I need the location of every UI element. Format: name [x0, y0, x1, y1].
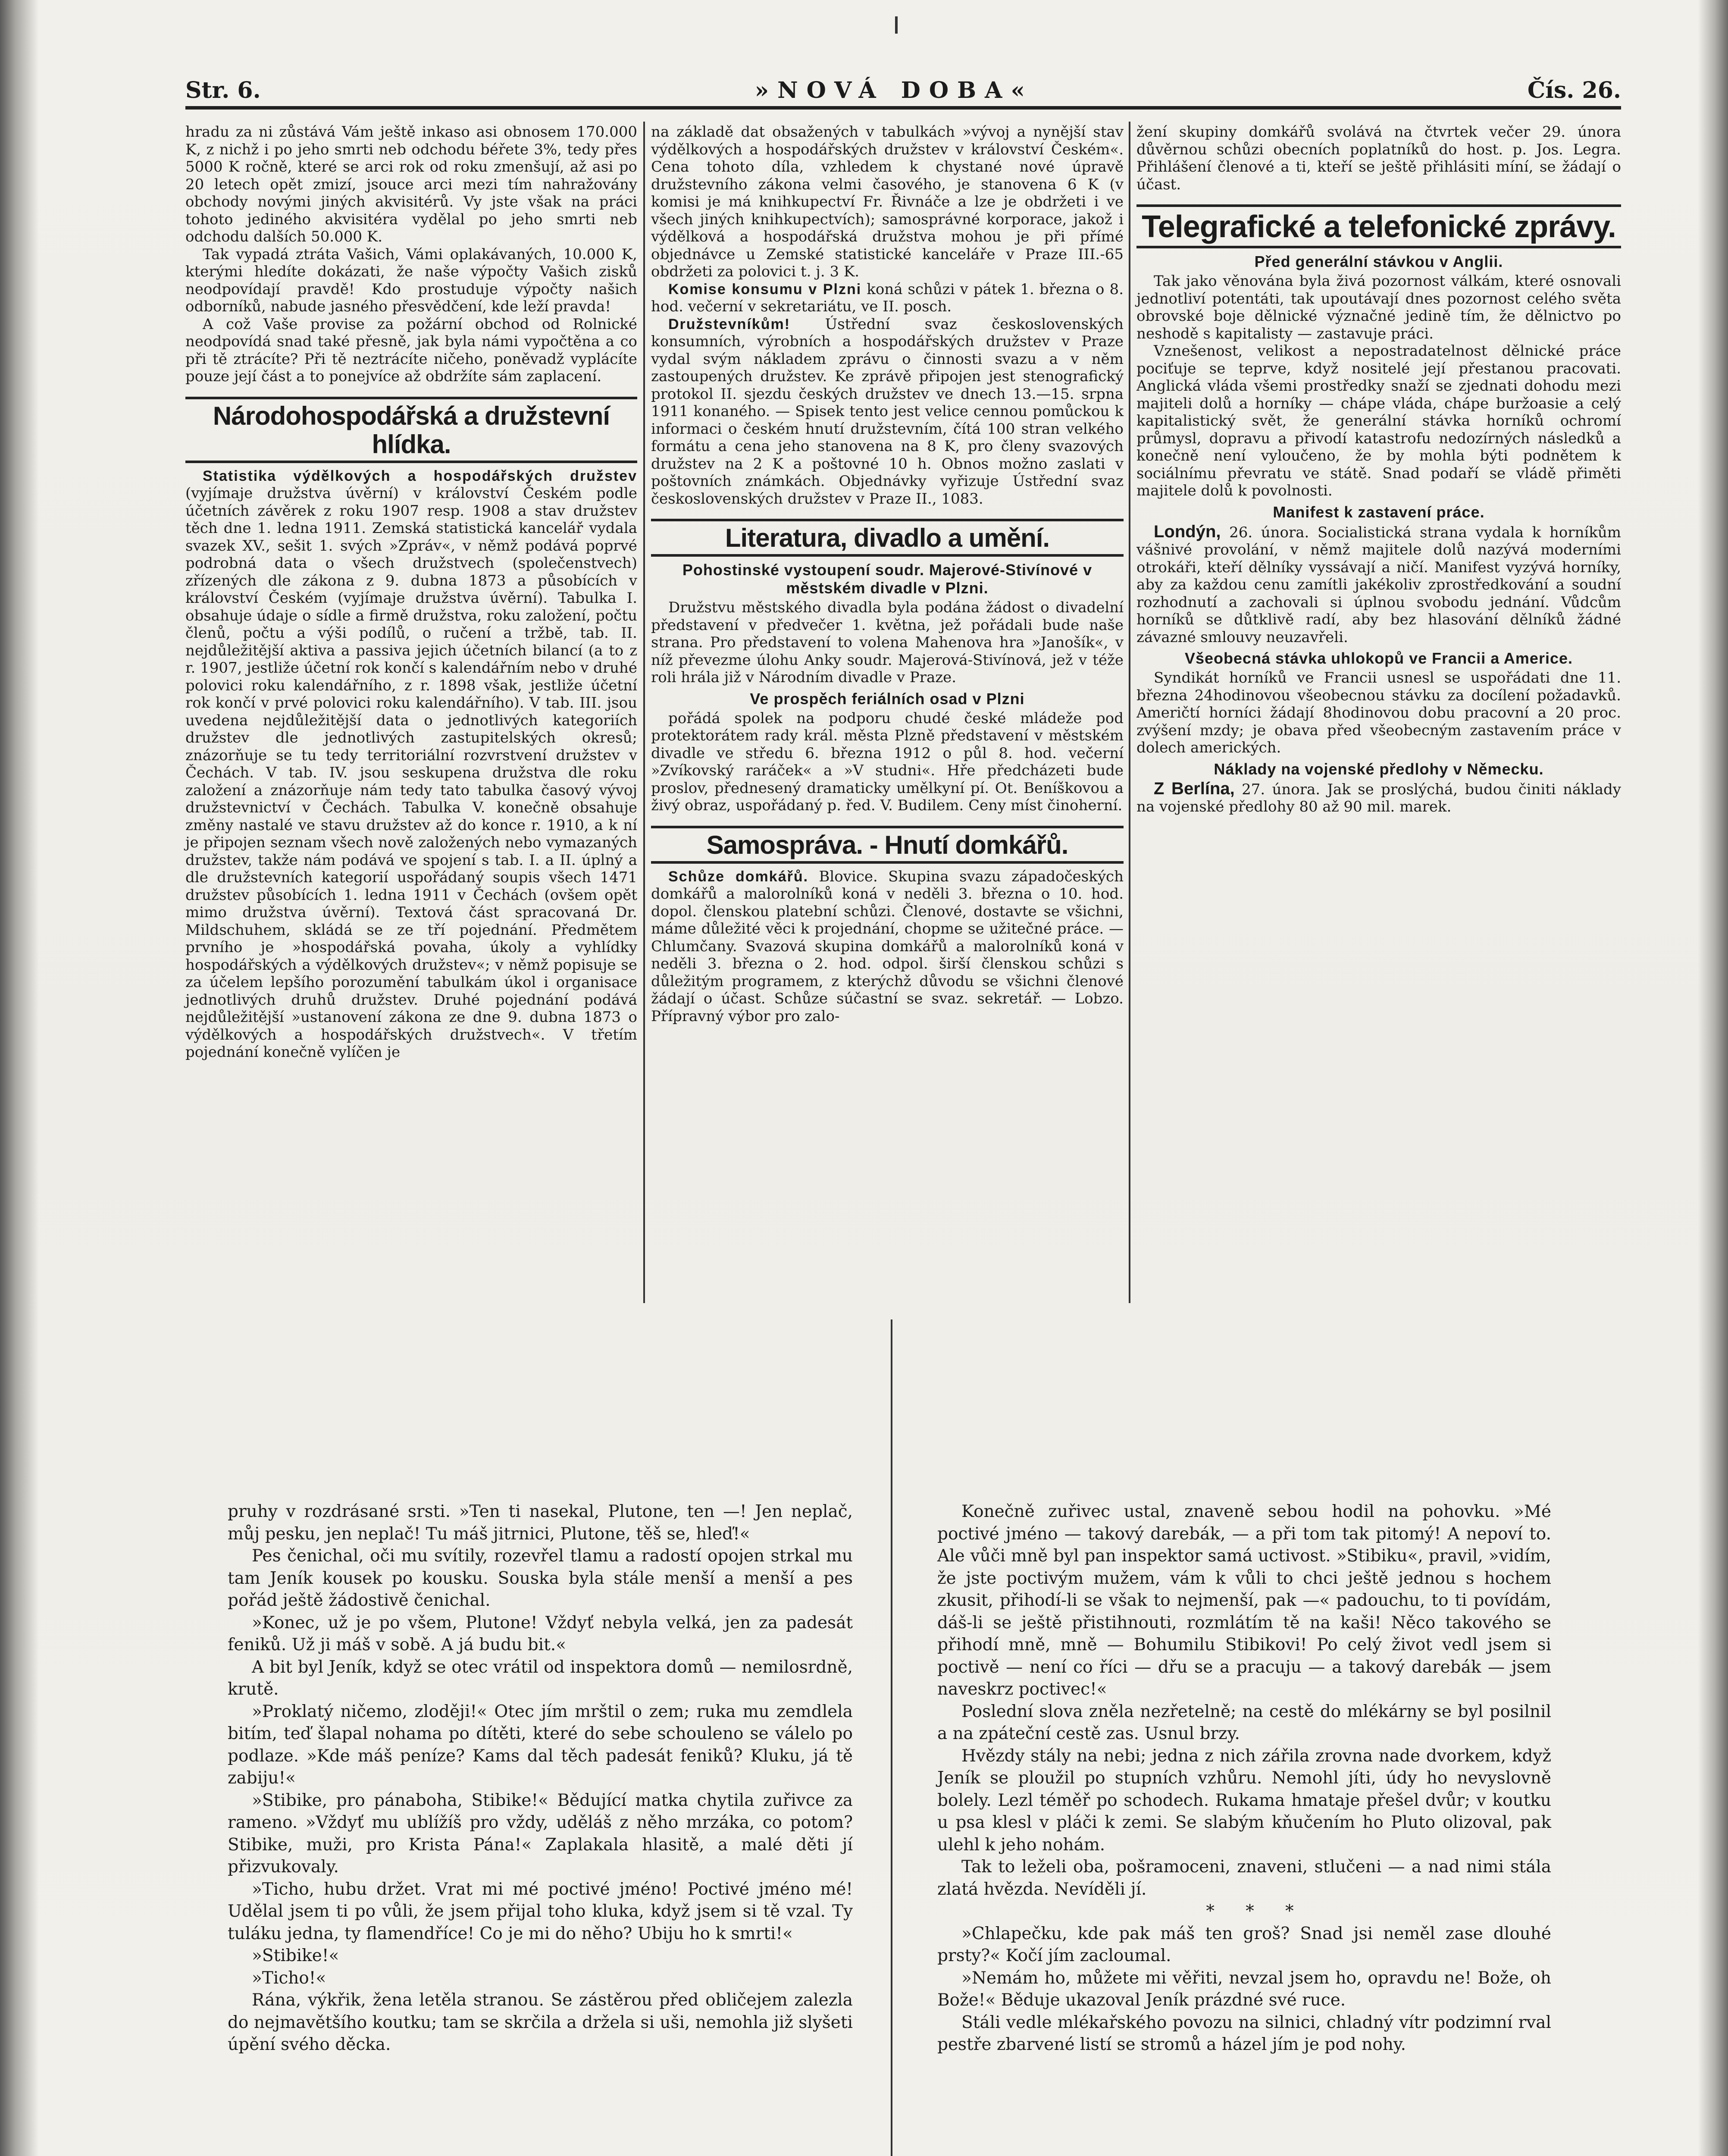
scan-shadow-left — [0, 0, 39, 2156]
article-lead-statistics: Statistika výdělkových a hospodářských družstev — [203, 467, 637, 484]
story-paragraph: »Chlapečku, kde pak máš ten groš? Snad jsi neměl zase dlouhé prsty?« Kočí jím zacloumal. — [937, 1924, 1551, 1965]
story-paragraph: »Ticho!« — [252, 1968, 326, 1988]
story-paragraph: »Nemám ho, můžete mi věřiti, nevzal jsem ho, opravdu ne! Bože, oh Bože!« Běduje ukazoval Jeník prázdné své ruce. — [937, 1968, 1551, 2010]
column-rule-2 — [1129, 122, 1130, 1303]
story-paragraph: »Stibike, pro pánaboha, Stibike!« Bědující matka chytila zuřivce za rameno. »Vždyť mu ublížíš pro vždy, uděláš z něho mrzáka, co potom? Stibike, muži, pro Krista Pána!« Zaplakala hlasitě, a malé děti jí přizvukovaly. — [228, 1790, 853, 1877]
notice-body: Ústřední svaz československých konsumních, výrobních a hospodářských družstev v Praze vydal svým nákladem zprávu o činnosti svazu a v něm zastoupených družstev. Ke zprávě připojen jest stenografický protokol II. sjezdu českých družstev ve dnech 13.—15. srpna 1911 konaného. — Spisek tento jest velice cennou pomůckou k informaci o českém hnutí družstevním, čítá 100 stran velkého formátu a cena jeho stanovena na 8 K, pro členy svazových družstev na 2 K a poštovné 10 h. Obnos možno zaslati v poštovních známkách. Objednávky vyřizuje Ústřední svaz československých družstev v Praze II., 1083. — [651, 315, 1124, 508]
col1-paragraph: Tak vypadá ztráta Vašich, Vámi oplakávaných, 10.000 K, kterými hledíte dokázati, že naše výpočty Vašich zisků neodpovídají pravdě! Kdo prostuduje výpočty našich odborníků, nabude jasného přesvědčení, kde leží pravda! — [185, 245, 637, 315]
notice-lead-konsum: Komise konsumu v Plzni — [668, 281, 862, 298]
notice-body: Blovice. Skupina svazu západočeských domkářů a malorolníků koná v neděli 3. března o 10. hod. dopol. členskou platební schůzi. Členové, dostavte se všichni, máme důležité věci k projednání, chopme se užitečné práce. — Chlumčany. Svazová skupina domkářů a malorolníků koná v neděli 3. března o 2. hod. odpol. širší členskou schůzi s důležitým programem, z kterýchž důvodu se všichni členové žádají o účast. Schůze súčastní se svaz. sekretář. — Lobzo. Přípravný výbor pro zalo- — [651, 868, 1124, 1025]
section-heading-samosprava: Samospráva. - Hnutí domkářů. — [651, 826, 1124, 864]
story-column-rule — [891, 1319, 892, 2156]
story-paragraph: »Ticho, hubu držet. Vrat mi mé poctivé jméno! Poctivé jméno mé! Udělal jsem ti po vůli, že jsem přijal toho kluka, když jsem si tě vzal. Ty tuláku jedna, ty flamendříce! Co je mi do něho? Ubiju ho k smrti!« — [228, 1879, 853, 1943]
section-heading-economy: Národohospodářská a družstevní hlídka. — [185, 397, 637, 463]
article-title-francie: Všeobecná stávka uhlokopů ve Francii a Americe. — [1184, 649, 1573, 667]
story-paragraph: Pes čenichal, oči mu svítily, rozevřel tlamu a radostí opojen strkal mu tam Jeník kousek po kousku. Souska byla stále menší a menší a pes pořád ještě žádostivě čenichal. — [228, 1546, 853, 1610]
story-left-column — [228, 1501, 853, 2056]
article-title-ferialni: Ve prospěch feriálních osad v Plzni — [750, 689, 1025, 708]
story-paragraph: Rána, výkřik, žena letěla stranou. Se zástěrou před obličejem zalezla do nejmavětšího koutku; tam se skrčila a držela si uši, nemohla již slyšeti úpění svého děcka. — [228, 1990, 853, 2054]
story-paragraph: »Konec, už je po všem, Plutone! Vždyť nebyla velká, jen za padesát feniků. Už ji máš v sobě. A já budu bit.« — [228, 1613, 853, 1655]
col1-paragraph: hradu za ni zůstává Vám ještě inkaso asi obnosem 170.000 K, z nichž i po jeho smrti neb odchodu béřete 3%, tedy přes 5000 K ročně, které se arci rok od roku zmenšují, až asi po 20 letech opět zmizí, jsouce arci mezi tím nahražovány obchody novými jiných akvisitérů. Vy jste však na práci tohoto jediného akvisitéra vydělal po jeho smrti neb odchodu dalších 50.000 K. — [185, 123, 637, 245]
story-paragraph: »Stibike!« — [252, 1946, 339, 1965]
crease-mark — [895, 16, 898, 34]
scan-shadow-right — [1698, 0, 1728, 2156]
story-paragraph: Hvězdy stály na nebi; jedna z nich zářila zrovna nade dvorkem, když Jeník se ploužil po stupních vzhůru. Nemohl jíti, údy ho nevyslovně bolely. Lezl téměř po schodech. Rukama hmataje přešel dvůr; v koutku u psa klesl v pláči k zemi. Se slabým kňučením ho Pluto olizoval, pak ulehl k jeho nohám. — [937, 1746, 1551, 1855]
section-separator: * * * — [1206, 1902, 1307, 1921]
page-header — [185, 65, 1621, 110]
story-paragraph: Tak to leželi oba, pošramoceni, znaveni, stlučeni — a nad nimi stála zlatá hvězda. Nevíděli jí. — [937, 1857, 1551, 1899]
page-number-label: Str. 6. — [185, 77, 261, 103]
article-body: Syndikát horníků ve Francii usnesl se uspořádati dne 11. března 24hodinovou všeobecnou stávku za docílení požadavků. Američtí horníci žádají 8hodinovou dobu pracovní a 20 proc. zvýšení mzdy; je obava před všeobecným zastavením práce v dolech amerických. — [1136, 669, 1621, 756]
article-body: (vyjímaje družstva úvěrní) v království Českém podle účetních závěrek z roku 1907 resp. 1908 a stav družstev těch dne 1. ledna 1911. Zemská statistická kancelář vydala svazek XV., sešit 1. svých »Zpráv«, v němž podává poprvé podrobná data o všech družstvech (společenstvech) zřízených dle zákona z 9. dubna 1873 a působících v království Českém (vyjímaje družstva úvěrní). Tabulka I. obsahuje údaje o sídle a firmě družstva, roku založení, počtu členů, počtu a výši podílů, o ručení a tržbě, tab. II. nejdůležitější aktiva a passiva jejich účetních bilancí (a to z r. 1907, jestliže účetní rok končí s kalendářním nebo v druhé polovici roku kalendářního, z r. 1898 však, jestliže účetní rok končí v prvé polovici roku kalendářního). V tab. III. jsou uvedena nejdůležitější data o jednotlivých kategoriích družstev dle jednotlivých zastupitelských okresů; znázorňuje se tu tedy territoriální rozvrstvení družstev v Čechách. V tab. IV. jsou seskupena družstva dle roku založení a znázorňuje nám tedy tato tabulka časový vývoj družstevnictví v Čechách. Tabulka V. konečně obsahuje změny nastalé ve stavu družstev až do konce r. 1910, a k ní je připojen seznam všech nově založených nebo vymazaných družstev, takže nám podává ve spojení s tab. I. a II. úplný a dle družstevních kategorií uspořádaný soupis všech 1471 družstev působících 1. ledna 1911 v Čechách (ovšem opět mimo družstva úvěrní). Textová část spracovaná Dr. Mildschuhem, skládá se ze tří pojednání. Předmětem prvního je »hospodářská povaha, úkoly a vyhlídky hospodářských a výdělkových družstev«; v němž popisuje se za účelem lepšího porozumění tabulkám úkol i organisace jednotlivých druhů družstev. Druhé pojednání podává nejdůležitější »ustanovení zákona ze dne 9. dubna 1873 o výdělkových a hospodářských družstvech«. V třetím pojednání konečně vylíčen je — [185, 485, 637, 1061]
dateline-london: Londýn, — [1154, 522, 1221, 541]
notice-lead-domkaru: Schůze domkářů. — [668, 868, 809, 885]
article-title-majerova: Pohostinské vystoupení soudr. Majerové-Stivínové v městském divadle v Plzni. — [682, 561, 1093, 597]
article-title-nemecko: Náklady na vojenské předlohy v Německu. — [1214, 760, 1544, 778]
column-2 — [651, 123, 1124, 1025]
column-rule-1 — [643, 122, 645, 1303]
article-title-anglie: Před generální stávkou v Anglii. — [1254, 253, 1503, 270]
story-paragraph: pruhy v rozdrásané srsti. »Ten ti nasekal, Plutone, ten —! Jen neplač, můj pesku, jen neplač! Tu máš jitrnici, Plutone, těš se, hleď!« — [228, 1502, 853, 1544]
story-right-column — [937, 1501, 1551, 2056]
story-paragraph: »Proklatý ničemo, zloději!« Otec jím mrštil o zem; ruka mu zemdlela bitím, teď šlapal nohama po dítěti, které do sebe schouleno se válelo po podlaze. »Kde máš peníze? Kams dal těch padesát feniků? Kluku, já tě zabiju!« — [228, 1702, 853, 1788]
col3-paragraph: žení skupiny domkářů svolává na čtvrtek večer 29. února důvěrnou schůzi obecních poplatníků do host. p. Jos. Legra. Přihlášení členové a ti, kteří se ještě přihlásiti míní, se žádají o účast. — [1136, 123, 1621, 193]
story-paragraph: Stáli vedle mlékařského povozu na silnici, chladný vítr podzimní rval pestře zbarvené listí se stromů a házel jím je pod nohy. — [937, 2012, 1551, 2054]
newspaper-title: »NOVÁ DOBA« — [754, 77, 1033, 103]
article-body: 26. února. Socialistická strana vydala k horníkům vášnivé provolání, v němž majitele dolů nazývá moderními otrokáři, kteří dělníky vyssávají a ničí. Manifest vyzývá horníky, aby za každou cenu zamítli jakékoliv zprostředkování a soudní rozhodnutí a zachovali si úplnou svobodu jednání. Vůdcům horníků se důtklivě radí, aby bez hlasování dělníků žádné závazné smlouvy neuzavřeli. — [1136, 523, 1621, 646]
story-paragraph: Konečně zuřivec ustal, znaveně sebou hodil na pohovku. »Mé poctivé jméno — takový darebák, — a při tom tak pitomý! A nepoví to. Ale vůči mně byl pan inspektor samá uctivost. »Stibiku«, pravil, »vidím, že jste poctivým mužem, vám k vůli to chci ještě jednou s hochem zkusit, přihodí-li se však to nejmenší, pak —« padouchu, to ti povídám, dáš-li se ještě přistihnouti, rozmlátím tě na kaši! Něco takového se přihodí mně, mně — Bohumilu Stibikovi! Po celý život vedl jsem si poctivě — není co říci — dřu se a pracuju — a takový darebák — jsem naveskrz poctivec!« — [937, 1502, 1551, 1699]
article-title-manifest: Manifest k zastavení práce. — [1273, 503, 1485, 521]
article-body: Družstvu městského divadla byla podána žádost o divadelní představení v předvečer 1. května, jež pořádali bude naše strana. Pro představení to volena Mahenova hra »Janošík«, v níž převezme úlohu Anky soudr. Majerová-Stivínová, jež v téže roli hrála již v Národním divadle v Praze. — [651, 599, 1124, 686]
notice-body: koná schůzi v pátek 1. března o 8. hod. večerní v sekretariátu, ve II. posch. — [651, 280, 1124, 315]
dateline-berlin: Z Berlína, — [1154, 779, 1235, 798]
issue-number: Čís. 26. — [1527, 77, 1621, 103]
article-body: pořádá spolek na podporu chudé české mládeže pod protektorátem rady král. města Plzně představení v městském divadle ve středu 6. března 1912 o půl 8. hod. večerní »Zvíkovský raráček« a »V studni«. Hře předcházeti bude proslov, přednesený dramaticky umělkyní pí. Ot. Beníškovou a živý obraz, uspořádaný p. řed. V. Budilem. Ceny míst činoherní. — [651, 709, 1124, 814]
story-paragraph: A bit byl Jeník, když se otec vrátil od inspektora domů — nemilosrdně, krutě. — [228, 1657, 853, 1699]
column-3 — [1136, 123, 1621, 816]
article-body: Vznešenost, velikost a nepostradatelnost dělnické práce pociťuje se teprve, když nositelé její přestanou pracovati. Anglická vláda všemi prostředky snaží se zjednati dohodu mezi majiteli dolů a horníky — chápe vláda, chápe buržoasie a celý kapitalistický svět, že generální stávka horníků ochromí průmysl, dopravu a přivodí katastrofu nedozírných následků a konečně není vyloučeno, že by mohla býti podnětem k sociálnímu převratu ve státě. Snad podaří se vládě přiměti majitele dolů k povolnosti. — [1136, 342, 1621, 499]
section-heading-telegraphs: Telegrafické a telefonické zprávy. — [1136, 204, 1621, 248]
col1-paragraph: A což Vaše provise za požární obchod od Rolnické neodpovídá snad také přesně, jak byla námi vypočtěna a co při tě ztrácíte? Při tě neztrácíte ničeho, poněvadž vyplácíte pouze její část a to ponejvíce až obdržíte sám zaplacení. — [185, 315, 637, 385]
article-body: Tak jako věnována byla živá pozornost válkám, které osnovali jednotliví potentáti, tak upoutávají dnes pozornost celého světa obrovské boje dělnické význačné jedině tím, že dělnictvo po neshodě s kapitalisty — zastavuje práci. — [1136, 273, 1621, 342]
notice-lead-druzstevnikum: Družstevníkům! — [668, 316, 791, 332]
article-body: 27. února. Jak se proslýchá, budou činiti náklady na vojenské předlohy 80 až 90 mil. marek. — [1136, 780, 1621, 815]
story-paragraph: Poslední slova zněla nezřetelně; na cestě do mlékárny se byl posilnil a na zpáteční cestě zas. Usnul brzy. — [937, 1702, 1551, 1743]
col2-paragraph: na základě dat obsažených v tabulkách »vývoj a nynější stav výdělkových a hospodářských družstev v království Českém«. Cena tohoto díla, vzhledem k chystané nové úpravě družstevního zákona velmi časového, je stanovena 6 K (v komisi je má knihkupectví Fr. Řivnáče a lze je obdržeti i ve všech jiných knihkupectvích); samosprávné korporace, jakož i výdělková a hospodářská družstva mohou je při přímé objednávce u Zemské statistické kanceláře v Praze III.-65 obdržeti za polovici t. j. 3 K. — [651, 123, 1124, 280]
column-1 — [185, 123, 637, 1061]
section-heading-literature: Literatura, divadlo a umění. — [651, 519, 1124, 557]
